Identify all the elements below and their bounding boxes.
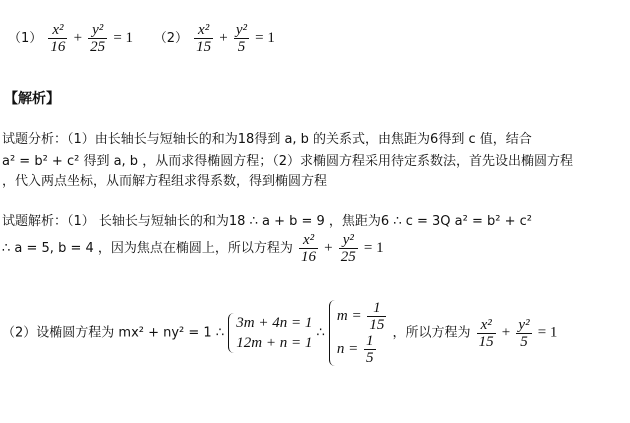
solution-line-3-text: （2）设椭圆方程为 mx² + ny² = 1 ∴ — [2, 325, 225, 341]
final-x-fraction: $\frac{\text{x²}}{15}$ — [478, 316, 494, 350]
answer-1-rhs: = 1 — [113, 30, 134, 46]
final-rhs: = 1 — [537, 324, 558, 341]
m-lhs: m = — [336, 307, 362, 324]
analysis-line-1: 试题分析：（1）由长轴长与短轴长的和为18得到 a, b 的关系式，由焦距为6得到 c 值，结合 — [2, 132, 532, 147]
equation-system-1 — [228, 313, 312, 353]
solution-line-2: ∴ a = 5, b = 4 ，因为焦点在椭圆上，所以方程为 $\frac{\text{x²}}{16}$ + $\frac{\text{y²}}{25}$ = 1 — [2, 232, 384, 265]
answer-2-rhs: = 1 — [255, 30, 275, 46]
solution-line-2-text: ∴ a = 5, b = 4 ，因为焦点在椭圆上，所以方程为 — [2, 241, 293, 256]
answer-2-y-fraction: $\frac{\text{y²}}{5}$ — [235, 22, 248, 55]
solution-y-fraction: $\frac{\text{y²}}{25}$ — [340, 232, 356, 265]
answer-1-label: （1） — [8, 31, 43, 46]
answer-2-x-fraction: $\frac{\text{x²}}{15}$ — [196, 22, 212, 55]
equation-system-2 — [329, 300, 388, 366]
answer-1-x-fraction: $\frac{\text{x²}}{16}$ — [50, 22, 66, 55]
solution-line-1: 试题解析：（1） 长轴长与短轴长的和为18 ∴ a + b = 9 ，焦距为6 ∴ c = 3Q a² = b² + c² — [2, 214, 532, 229]
solution-line-3: （2）设椭圆方程为 mx² + ny² = 1 ∴ 3m + 4n = 1 12m + n = 1 ∴ m = $\frac{1}{15}$ n = $\frac{1}{5}$ ，所以方程为 $\frac{\text{x²}}{15}$ + $\frac{\text{y²}}{5}$ = 1 — [2, 300, 558, 366]
left-brace — [329, 300, 336, 366]
n-lhs: n = — [336, 340, 359, 357]
section-title: 【解析】 — [4, 91, 60, 107]
m-fraction: $\frac{1}{15}$ — [369, 300, 385, 333]
therefore-symbol: ∴ — [316, 325, 325, 341]
final-y-fraction: $\frac{\text{y²}}{5}$ — [518, 316, 530, 350]
solution-x-fraction: $\frac{\text{x²}}{16}$ — [301, 232, 317, 265]
solution-line-2-rhs: = 1 — [363, 240, 384, 256]
solution-line-3-mid: ，所以方程为 — [392, 325, 471, 341]
system-1-equation-2: 12m + n = 1 — [236, 335, 313, 351]
n-fraction: $\frac{1}{5}$ — [366, 333, 374, 366]
analysis-line-3: ，代入两点坐标，从而解方程组求得系数，得到椭圆方程 — [2, 174, 328, 189]
left-brace — [228, 313, 235, 353]
answer-line: （1） $\frac{\text{x²}}{16}$ + $\frac{\text{y²}}{25}$ = 1 （2） $\frac{\text{x²}}{15}$ + $\frac{\text{y²}}{5}$ = 1 — [8, 22, 275, 55]
analysis-line-2: a² = b² + c² 得到 a, b ，从而求得椭圆方程；（2）求椭圆方程采用待定系数法，首先设出椭圆方程 — [2, 154, 573, 169]
answer-2-label: （2） — [153, 31, 188, 46]
answer-1-y-fraction: $\frac{\text{y²}}{25}$ — [90, 22, 106, 55]
system-1-equation-1: 3m + 4n = 1 — [236, 315, 313, 331]
